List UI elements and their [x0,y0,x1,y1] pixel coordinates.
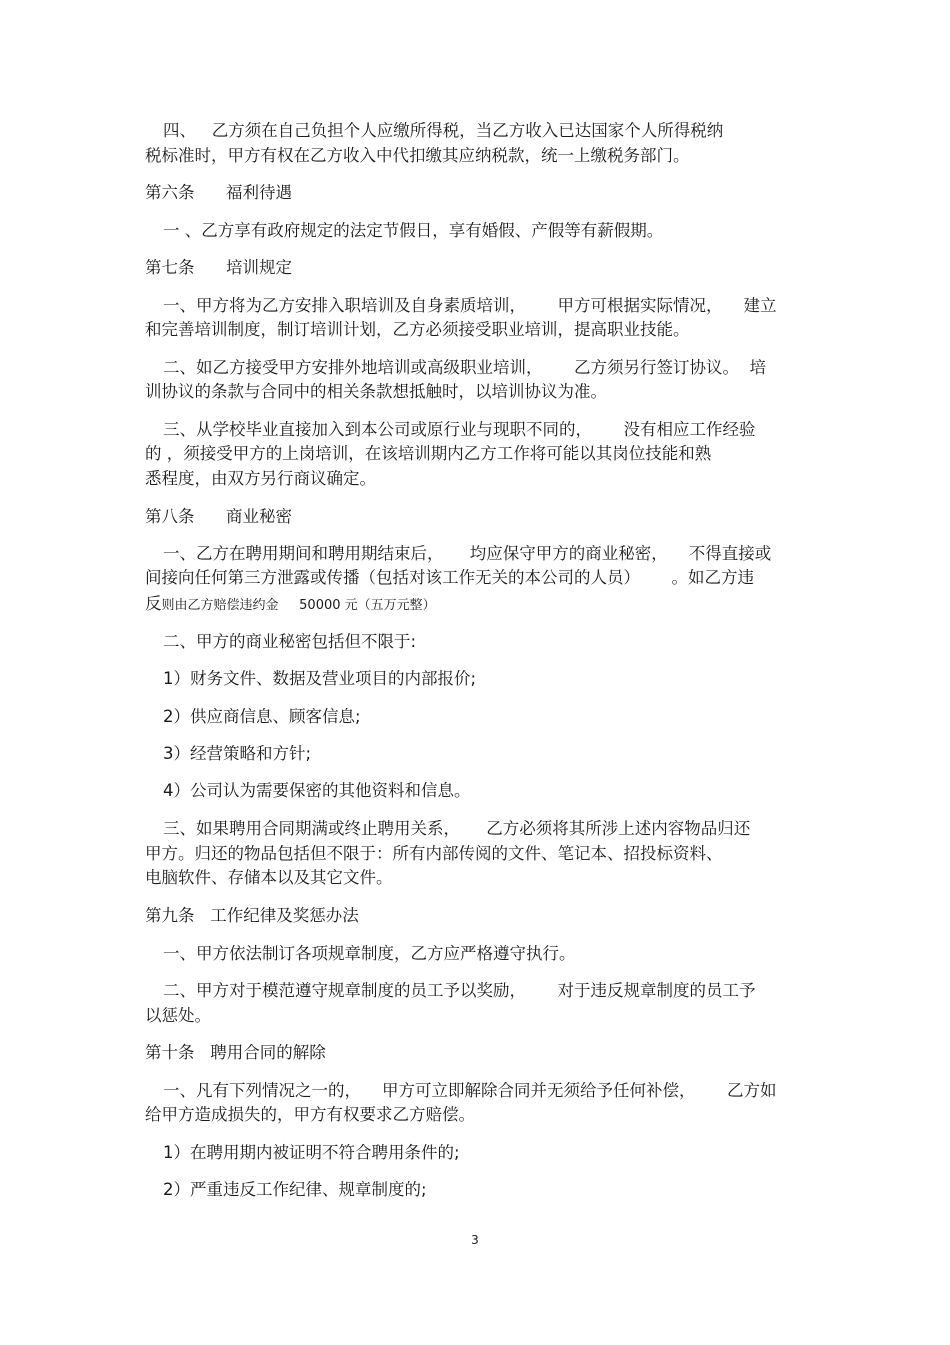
section-heading: 第六条 福利待遇 [145,183,292,202]
text-line: 以惩处。 [145,1006,211,1025]
penalty-clause: 则由乙方赔偿违约金 50000 元（五万元整） [161,598,436,613]
text-line: 税标准时，甲方有权在乙方收入中代扣缴其应纳税款，统一上缴税务部门。 [145,146,690,165]
page-number: 3 [471,1233,479,1247]
list-item: 2）供应商信息、顾客信息; [163,707,361,726]
text-line: 一、凡有下列情况之一的， 甲方可立即解除合同并无须给予任何补偿， 乙方如 [163,1081,777,1100]
text-line: 甲方。归还的物品包括但不限于：所有内部传阅的文件、笔记本、招投标资料、 [145,844,723,863]
text-line: 的 ，须接受甲方的上岗培训，在该培训期内乙方工作将可能以其岗位技能和熟 [145,444,712,463]
text-line: 给甲方造成损失的，甲方有权要求乙方赔偿。 [145,1105,475,1124]
section-heading: 第八条 商业秘密 [145,507,292,526]
list-item: 1）在聘用期内被证明不符合聘用条件的; [163,1143,460,1162]
list-item: 4）公司认为需要保密的其他资料和信息。 [163,781,471,800]
text-fragment: 反 [145,594,162,613]
text-line: 一 、乙方享有政府规定的法定节假日，享有婚假、产假等有薪假期。 [163,221,664,240]
text-line: 二、甲方对于模范遵守规章制度的员工予以奖励， 对于违反规章制度的员工予 [163,981,756,1000]
text-line: 三、如果聘用合同期满或终止聘用关系， 乙方必须将其所涉上述内容物品归还 [163,819,751,838]
text-line: 二、如乙方接受甲方安排外地培训或高级职业培训， 乙方须另行签订协议。 培 [163,358,766,377]
text-line [145,594,436,616]
list-item: 2）严重违反工作纪律、规章制度的; [163,1180,427,1199]
text-line: 四、 乙方须在自己负担个人应缴所得税，当乙方收入已达国家个人所得税纳 [163,121,724,140]
section-heading: 第七条 培训规定 [145,258,292,277]
text-line: 三、从学校毕业直接加入到本公司或原行业与现职不同的， 没有相应工作经验 [163,420,756,439]
text-line: 训协议的条款与合同中的相关条款想抵触时，以培训协议为准。 [145,382,607,401]
text-line: 和完善培训制度，制订培训计划，乙方必须接受职业培训，提高职业技能。 [145,320,690,339]
text-line: 间接向任何第三方泄露或传播（包括对该工作无关的本公司的人员） 。如乙方违 [145,568,754,587]
text-line: 一、甲方依法制订各项规章制度，乙方应严格遵守执行。 [163,944,576,963]
text-line: 一、甲方将为乙方安排入职培训及自身素质培训， 甲方可根据实际情况， 建立 [163,296,777,315]
text-line: 电脑软件、存储本以及其它文件。 [145,868,393,887]
section-heading: 第十条 聘用合同的解除 [145,1043,326,1062]
section-heading: 第九条 工作纪律及奖惩办法 [145,906,359,925]
list-item: 3）经营策略和方针; [163,744,312,763]
text-line: 悉程度，由双方另行商议确定。 [145,469,376,488]
text-line: 一、乙方在聘用期间和聘用期结束后， 均应保守甲方的商业秘密， 不得直接或 [163,544,772,563]
text-line: 二、甲方的商业秘密包括但不限于: [163,632,417,651]
list-item: 1）财务文件、数据及营业项目的内部报价; [163,669,477,688]
